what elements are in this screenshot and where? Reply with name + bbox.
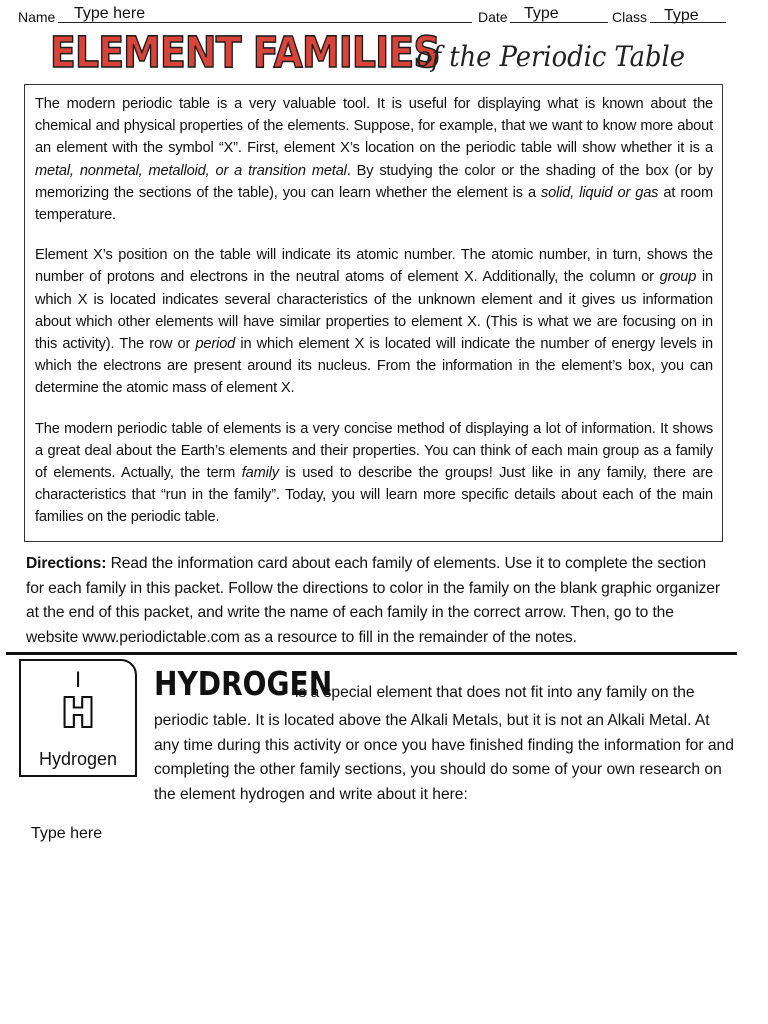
info-box xyxy=(24,84,723,542)
card-number: I xyxy=(74,667,82,692)
info-emphasis: family xyxy=(241,465,279,482)
info-text: at room temperature. xyxy=(35,184,713,224)
page-title: ELEMENT FAMILIES xyxy=(50,28,440,78)
info-emphasis: solid, liquid or gas xyxy=(540,184,659,201)
hydrogen-intro: is a special element that does not fit into any family on the xyxy=(295,684,695,701)
class-value: Type xyxy=(664,7,699,24)
card-name: Hydrogen xyxy=(38,749,118,769)
info-text: The modern periodic table of elements is a very concise method of displaying a lot of information. It shows a great deal about the Earth’s elements and their properties. You can think of each main group as a family of elements. Actually, the term xyxy=(35,420,713,482)
info-emphasis: group xyxy=(659,269,697,286)
hydrogen-answer-field[interactable]: Type here xyxy=(31,825,103,842)
page-subtitle: of the Periodic Table xyxy=(416,40,685,73)
info-paragraph-3 xyxy=(35,418,713,529)
date-field[interactable] xyxy=(510,4,608,23)
info-paragraph-1 xyxy=(35,93,713,226)
directions xyxy=(26,552,726,650)
date-label: Date xyxy=(478,9,508,25)
info-text: in which element X is located will indicate the number of energy levels in which the electrons are present around its nucleus. From the information in the element’s box, you can determine the atomic mass of element X. xyxy=(35,336,713,397)
hydrogen-title: HYDROGEN xyxy=(154,664,333,703)
info-text: is used to describe the groups! Just like in any family, there are characteristics that “run in the family”. Today, you will learn more specific details about each of the main families on the periodic table. xyxy=(35,465,713,526)
section-divider xyxy=(6,652,737,655)
class-field[interactable] xyxy=(650,4,726,23)
element-card xyxy=(19,659,137,777)
name-field[interactable] xyxy=(58,4,472,23)
directions-label: Directions: xyxy=(26,555,107,572)
name-label: Name xyxy=(18,9,56,25)
name-value: Type here xyxy=(74,5,146,22)
info-paragraph-2 xyxy=(35,244,713,399)
info-emphasis: period xyxy=(195,336,236,353)
info-text: The modern periodic table is a very valuable tool. It is useful for displaying what is known about the chemical and physical properties of the elements. Suppose, for example, that we want to know more about an element with the symbol “X”. First, element X’s location on the periodic table will show whether it is a xyxy=(35,96,713,157)
info-text: . By studying the color or the shading of the box (or by memorizing the sections of the table), you can learn whether the element is a xyxy=(35,162,713,201)
date-value: Type xyxy=(524,5,559,22)
card-symbol: H xyxy=(62,691,94,735)
hydrogen-body: periodic table. It is located above the Alkali Metals, but it is not an Alkali Metal. At any time during this activity or once you have finished finding the information for and completing the other family sections, you should do some of your own research on the element hydrogen and write about it here: xyxy=(154,712,734,803)
directions-text: Read the information card about each family of elements. Use it to complete the section for each family in this packet. Follow the directions to color in the family on the blank graphic organizer at the end of this packet, and write the name of each family in the correct arrow. Then, go to the website www.periodictable.com as a resource to fill in the remainder of the notes. xyxy=(26,555,720,646)
info-text: Element X’s position on the table will indicate its atomic number. The atomic number, in turn, shows the number of protons and electrons in the neutral atoms of element X. Additionally, the column or xyxy=(35,247,713,286)
class-label: Class xyxy=(612,9,648,25)
info-emphasis: metal, nonmetal, metalloid, or a transition metal xyxy=(35,162,347,179)
info-text: in which X is located indicates several characteristics of the unknown element and it gives us information about which other elements will have similar properties to element X. (This is what we are focusing on in this activity). The row or xyxy=(35,269,713,353)
